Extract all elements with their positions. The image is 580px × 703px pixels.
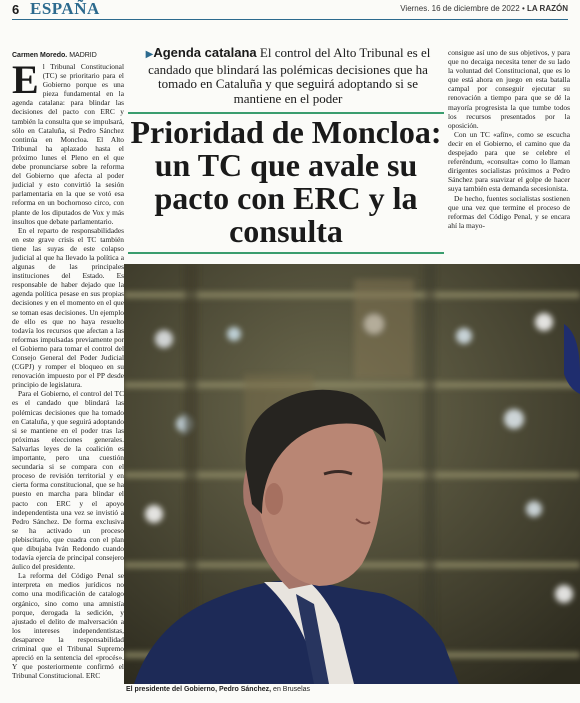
photo-illustration	[124, 264, 580, 684]
right-column	[448, 48, 570, 230]
antetitulo-text: El control del Alto Tribunal es el candado que blindará las polémicas decisiones que ha tomado en Cataluña y que seguirá adoptando si se mantiene en el poder	[148, 45, 431, 106]
triangle-bullet-icon: ▶	[145, 49, 154, 60]
brand-name: LA RAZÓN	[526, 4, 568, 13]
author: Carmen Moredo.	[12, 52, 68, 59]
lead-paragraph: El Tribunal Constitucional (TC) se prioritario para el Gobierno porque es una pieza fundamental en la agenda catalana: para blindar las decisiones del pacto con ERC y también la consulta que se impulsará, sólo en Cataluña, si Pedro Sánchez continúa en Moncloa. El Alto Tribunal ha aplazado hasta el próximo lunes el Pleno en el que debe pronunciarse sobre la reforma del Gobierno que afecta al poder judicial y esto convirtió la sesión parlamentaria en la que se votó esa reforma en un bochornoso circo, con plante de los diputados de Vox y más insultos que debate parlamentario.	[12, 57, 124, 226]
issue-date: Viernes. 16 de diciembre de 2022 • LA RAZÓN	[400, 4, 568, 13]
headline-rule-bottom	[128, 252, 444, 254]
antetitulo	[138, 46, 438, 106]
photo-caption: El presidente del Gobierno, Pedro Sánchez, en Bruselas	[126, 686, 311, 693]
portrait-photo	[124, 264, 580, 684]
headline: Prioridad de Moncloa: un TC que avale su pacto con ERC y la consulta	[130, 114, 442, 249]
page-number: 6	[12, 2, 20, 17]
body-paragraph: Para el Gobierno, el control del TC es el candado que blindará las polémicas decisiones que ha tomado en Cataluña, y que seguirá adoptando si se mantiene en el poder tras las próximas elecciones generales. Salvarlas leyes de la coalición es importante, pero una cuestión secundaria si se compara con el proceso de revisión territorial y en cierta forma constitucional, que se ha puesto en marcha para blindar el pacto con ERC y el apoyo independentista una vez se invistió a Pedro Sánchez. De forma exclusiva se ha activado un proceso plebiscitario, que cuadra con el plan que dibujaba Iván Redondo cuando todavía ejercía de principal consejero áulico del presidente.	[12, 389, 124, 572]
kicker: Agenda catalana	[153, 45, 257, 60]
dropcap: E	[12, 57, 39, 102]
body-paragraph: La reforma del Código Penal se interpreta en medios jurídicos no como una modificación de catalogo orgánico, sino como una amnistía porque, derogada la sedición, y ajustado el delito de malversación a los intereses independentistas, desaparece la responsabilidad criminal que el Tribunal Supremo apreció en la sentencia del «procés». Y que posteriormente confirmó el Tribunal Constitucional. ERC	[12, 571, 124, 681]
body-paragraph: En el reparto de responsabilidades en este grave crisis el TC también tiene las suyas de este colapso judicial al que ha llevado la política a algunas de las principales instituciones del Estado. Es responsable de haber dejado que la agenda política pesase en sus propias decisiones y en el momento en el que se toman esas decisiones. Un ejemplo de ello es que no haya resuelto todavía los recursos que afectan a las reformas impulsadas previamente por el Gobierno para tomar el control del Consejo General del Poder Judicial (CGPJ) y romper el bloqueo en su renovación impuesto por el PP desde principio de legislatura.	[12, 225, 124, 390]
body-paragraph: consigue así uno de sus objetivos, y para que no decaiga necesita tener de su lado la voluntad del Constitucional, que es lo que está ahora en juego en esta batalla campal por conseguir ejecutar su renovación a tiempo para que se dé la mayoría progresista la que tumbe todos los recursos presentados por la oposición.	[448, 48, 570, 130]
body-paragraph: De hecho, fuentes socialistas sostienen que una vez que termine el proceso de reformas del Código Penal, y se encara ahí la mayo-	[448, 193, 570, 230]
left-column	[12, 57, 124, 681]
section-rule	[12, 19, 568, 20]
section-title: ESPAÑA	[30, 0, 100, 18]
page-header	[0, 0, 580, 20]
body-paragraph: Con un TC «afín», como se escucha decir en el Gobierno, el camino que da despejado para que se celebre el referéndum, «consulta» como lo llaman dirigentes socialistas próximos a Pedro Sánchez para suavizar el golpe de hacer suya también esta demanda secesionista.	[448, 129, 570, 194]
byline-place: MADRID	[69, 52, 97, 59]
